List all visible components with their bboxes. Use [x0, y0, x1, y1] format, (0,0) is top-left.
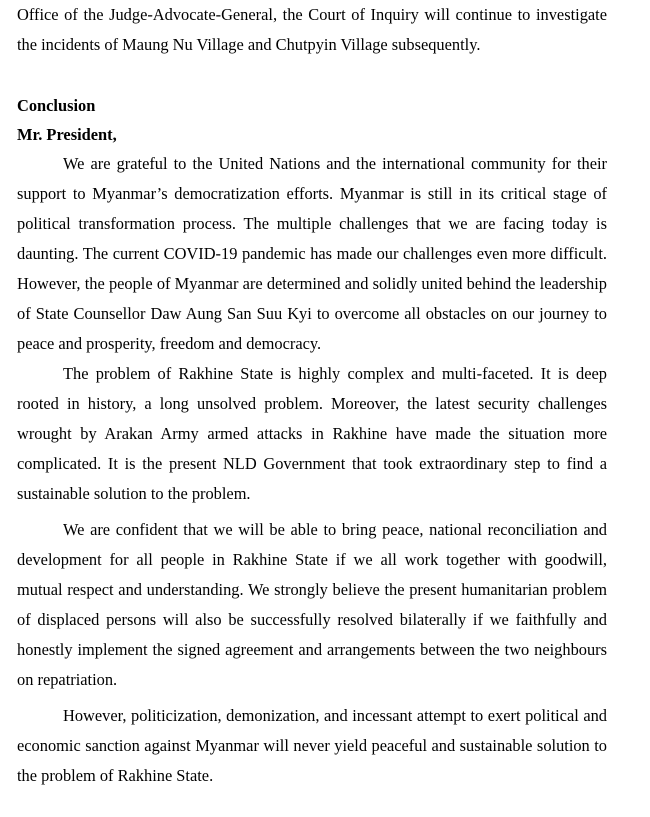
salutation: Mr. President, [17, 125, 117, 144]
body-paragraph: We are grateful to the United Nations and the international community for their support to Myanmar’s democratization efforts. Myanmar is still in its critical stage of political transformation process. The multiple challenges that we are facing today is daunting. The current COVID-19 pandemic has made our challenges even more difficult. However, the people of Myanmar are determined and solidly united behind the leadership of State Counsellor Daw Aung San Suu Kyi to overcome all obstacles on our journey to peace and prosperity, freedom and democracy. [17, 154, 607, 353]
section-heading: Conclusion [17, 96, 96, 115]
intro-paragraph: Office of the Judge-Advocate-General, the Court of Inquiry will continue to investigate the incidents of Maung Nu Village and Chutpyin Village subsequently. [17, 5, 607, 54]
body-paragraph: The problem of Rakhine State is highly complex and multi-faceted. It is deep rooted in history, a long unsolved problem. Moreover, the latest security challenges wrought by Arakan Army armed attacks in Rakhine have made the situation more complicated. It is the present NLD Government that took extraordinary step to find a sustainable solution to the problem. [17, 364, 607, 503]
document-page [17, 0, 607, 791]
body-paragraph: We are confident that we will be able to bring peace, national reconciliation and development for all people in Rakhine State if we all work together with goodwill, mutual respect and understanding. We strongly believe the present humanitarian problem of displaced persons will also be successfully resolved bilaterally if we faithfully and honestly implement the signed agreement and arrangements between the two neighbours on repatriation. [17, 520, 607, 689]
body-paragraph: However, politicization, demonization, and incessant attempt to exert political and economic sanction against Myanmar will never yield peaceful and sustainable solution to the problem of Rakhine State. [17, 706, 607, 785]
